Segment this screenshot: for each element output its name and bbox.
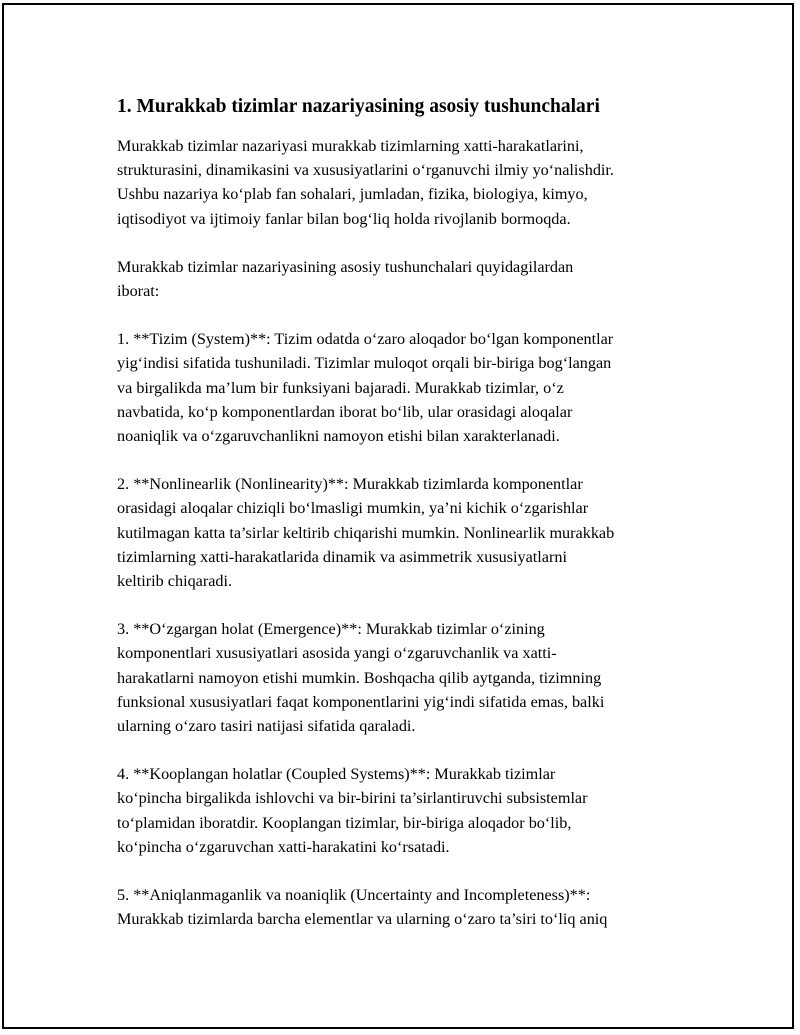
- text-line: funksional xususiyatlari faqat komponentlarini yig‘indi sifatida emas, balki: [117, 692, 605, 711]
- text-line: Murakkab tizimlar nazariyasining asosiy tushunchalari quyidagilardan: [117, 257, 574, 276]
- list-item-system: [117, 327, 692, 448]
- text-line: harakatlarni namoyon etishi mumkin. Boshqacha qilib aytganda, tizimning: [117, 668, 602, 687]
- text-line: kutilmagan katta ta’sirlar keltirib chiqarishi mumkin. Nonlinearlik murakkab: [117, 523, 615, 542]
- text-line: strukturasini, dinamikasini va xususiyatlarini o‘rganuvchi ilmiy yo‘nalishdir.: [117, 161, 614, 180]
- text-line: 2. **Nonlinearlik (Nonlinearity)**: Murakkab tizimlarda komponentlar: [117, 475, 583, 494]
- concepts-intro-paragraph: [117, 255, 692, 303]
- text-line: 3. **O‘zgargan holat (Emergence)**: Murakkab tizimlar o‘zining: [117, 620, 545, 639]
- list-item-nonlinearity: [117, 472, 692, 593]
- section-heading: 1. Murakkab tizimlar nazariyasining asosiy tushunchalari: [117, 96, 600, 117]
- text-line: orasidagi aloqalar chiziqli bo‘lmasligi mumkin, ya’ni kichik o‘zgarishlar: [117, 499, 589, 518]
- list-item-coupled-systems: [117, 762, 692, 859]
- text-line: va birgalikda ma’lum bir funksiyani bajaradi. Murakkab tizimlar, o‘z: [117, 378, 564, 397]
- text-line: ko‘pincha o‘zgaruvchan xatti-harakatini ko‘rsatadi.: [117, 837, 450, 856]
- text-line: Ushbu nazariya ko‘plab fan sohalari, jumladan, fizika, biologiya, kimyo,: [117, 185, 588, 204]
- text-line: 4. **Kooplangan holatlar (Coupled Systems)**: Murakkab tizimlar: [117, 765, 556, 784]
- intro-paragraph: [117, 134, 692, 231]
- text-line: iqtisodiyot va ijtimoiy fanlar bilan bog‘liq holda rivojlanib bormoqda.: [117, 209, 571, 228]
- text-line: ko‘pincha birgalikda ishlovchi va bir-birini ta’sirlantiruvchi subsistemlar: [117, 789, 588, 808]
- list-item-emergence: [117, 617, 692, 738]
- text-line: 1. **Tizim (System)**: Tizim odatda o‘zaro aloqador bo‘lgan komponentlar: [117, 330, 614, 349]
- text-line: noaniqlik va o‘zgaruvchanlikni namoyon etishi bilan xarakterlanadi.: [117, 427, 560, 446]
- text-line: keltirib chiqaradi.: [117, 572, 233, 591]
- text-line: 5. **Aniqlanmaganlik va noaniqlik (Uncertainty and Incompleteness)**:: [117, 886, 591, 905]
- text-line: Murakkab tizimlar nazariyasi murakkab tizimlarning xatti-harakatlarini,: [117, 137, 584, 155]
- text-line: Murakkab tizimlarda barcha elementlar va ularning o‘zaro ta’siri to‘liq aniq: [117, 910, 608, 929]
- text-line: komponentlari xususiyatlari asosida yangi o‘zgaruvchanlik va xatti-: [117, 644, 557, 663]
- text-line: iborat:: [117, 282, 160, 301]
- text-line: to‘plamidan iboratdir. Kooplangan tizimlar, bir-biriga aloqador bo‘lib,: [117, 813, 572, 832]
- text-line: ularning o‘zaro tasiri natijasi sifatida qaraladi.: [117, 717, 416, 736]
- text-line: navbatida, ko‘p komponentlardan iborat bo‘lib, ular orasidagi aloqalar: [117, 402, 573, 421]
- list-item-uncertainty: [117, 883, 692, 931]
- text-line: yig‘indisi sifatida tushuniladi. Tizimlar muloqot orqali bir-biriga bog‘langan: [117, 354, 612, 373]
- text-line: tizimlarning xatti-harakatlarida dinamik va asimmetrik xususiyatlarni: [117, 547, 567, 566]
- document-body: [117, 94, 692, 955]
